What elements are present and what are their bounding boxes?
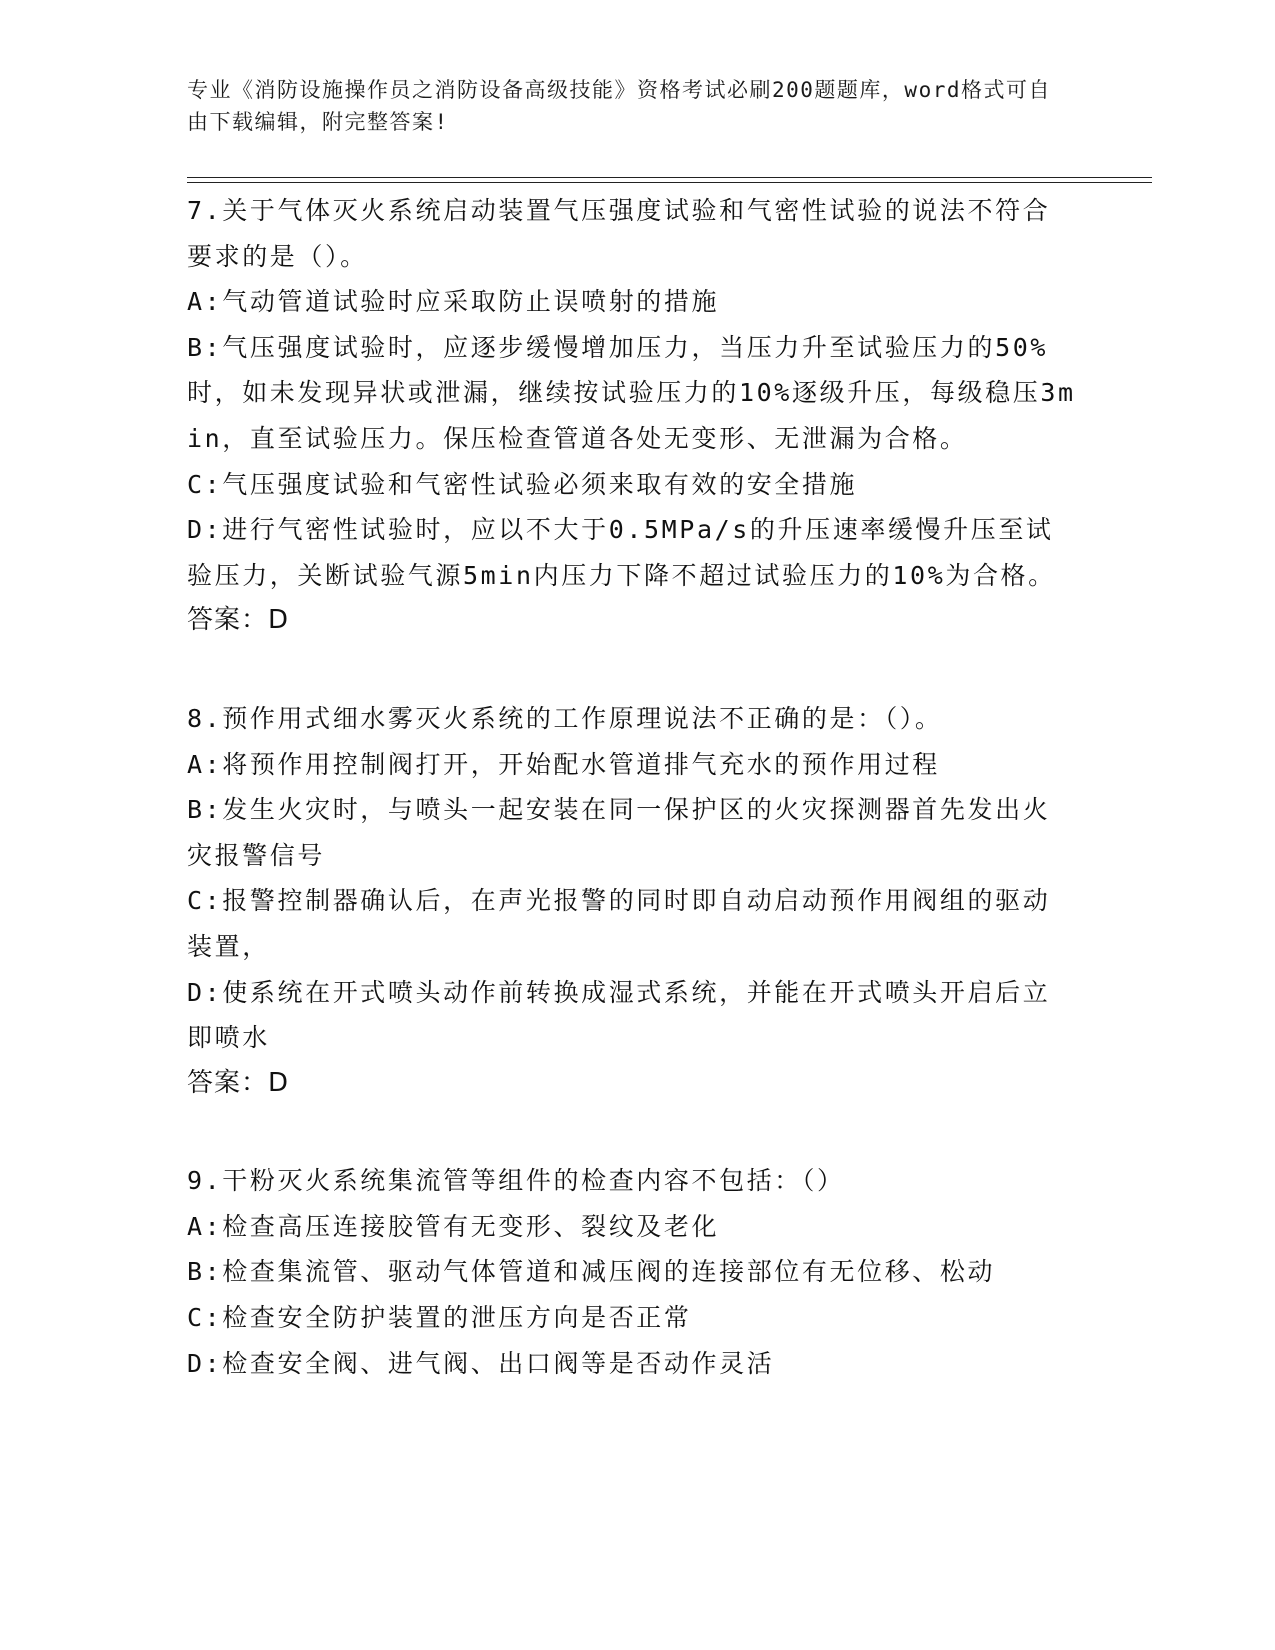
option-a: A:检查高压连接胶管有无变形、裂纹及老化 bbox=[187, 1211, 720, 1241]
option-b: B:发生火灾时，与喷头一起安装在同一保护区的火灾探测器首先发出火灾报警信号 bbox=[187, 795, 1051, 870]
header-rule-bottom bbox=[187, 182, 1152, 183]
option-d: D:进行气密性试验时，应以不大于0.5MPa/s的升压速率缓慢升压至试验压力，关断试验气源5min内压力下降不超过试验压力的10%为合格。 bbox=[187, 515, 1056, 590]
question-stem: 7.关于气体灭火系统启动装置气压强度试验和气密性试验的说法不符合要求的是（）。 bbox=[187, 196, 1051, 271]
question-8 bbox=[187, 696, 1077, 1106]
header-rule-top bbox=[187, 177, 1152, 178]
option-d: D:使系统在开式喷头动作前转换成湿式系统，并能在开式喷头开启后立即喷水 bbox=[187, 977, 1051, 1053]
option-a: A:将预作用控制阀打开，开始配水管道排气充水的预作用过程 bbox=[187, 749, 940, 779]
answer: 答案：D bbox=[187, 1067, 290, 1098]
question-stem: 9.干粉灭火系统集流管等组件的检查内容不包括：（） bbox=[187, 1166, 845, 1196]
question-9 bbox=[187, 1158, 1077, 1386]
option-b: B:检查集流管、驱动气体管道和减压阀的连接部位有无位移、松动 bbox=[187, 1257, 996, 1287]
option-b: B:气压强度试验时，应逐步缓慢增加压力，当压力升至试验压力的50%时，如未发现异状或泄漏，继续按试验压力的10%逐级升压，每级稳压3min，直至试验压力。保压检查管道各处无变形、无泄漏为合格。 bbox=[187, 332, 1076, 453]
page-header: 专业《消防设施操作员之消防设备高级技能》资格考试必刷200题题库，word格式可自由下载编辑，附完整答案! bbox=[187, 78, 1051, 134]
option-c: C:报警控制器确认后，在声光报警的同时即自动启动预作用阀组的驱动装置， bbox=[187, 886, 1051, 961]
question-7 bbox=[187, 188, 1077, 644]
option-d: D:检查安全阀、进气阀、出口阀等是否动作灵活 bbox=[187, 1348, 775, 1378]
answer: 答案：D bbox=[187, 605, 290, 636]
question-stem: 8.预作用式细水雾灭火系统的工作原理说法不正确的是：（）。 bbox=[187, 703, 943, 733]
option-c: C:气压强度试验和气密性试验必须来取有效的安全措施 bbox=[187, 469, 858, 499]
option-c: C:检查安全防护装置的泄压方向是否正常 bbox=[187, 1303, 692, 1333]
question-list bbox=[187, 188, 1077, 1438]
option-a: A:气动管道试验时应采取防止误喷射的措施 bbox=[187, 287, 720, 317]
